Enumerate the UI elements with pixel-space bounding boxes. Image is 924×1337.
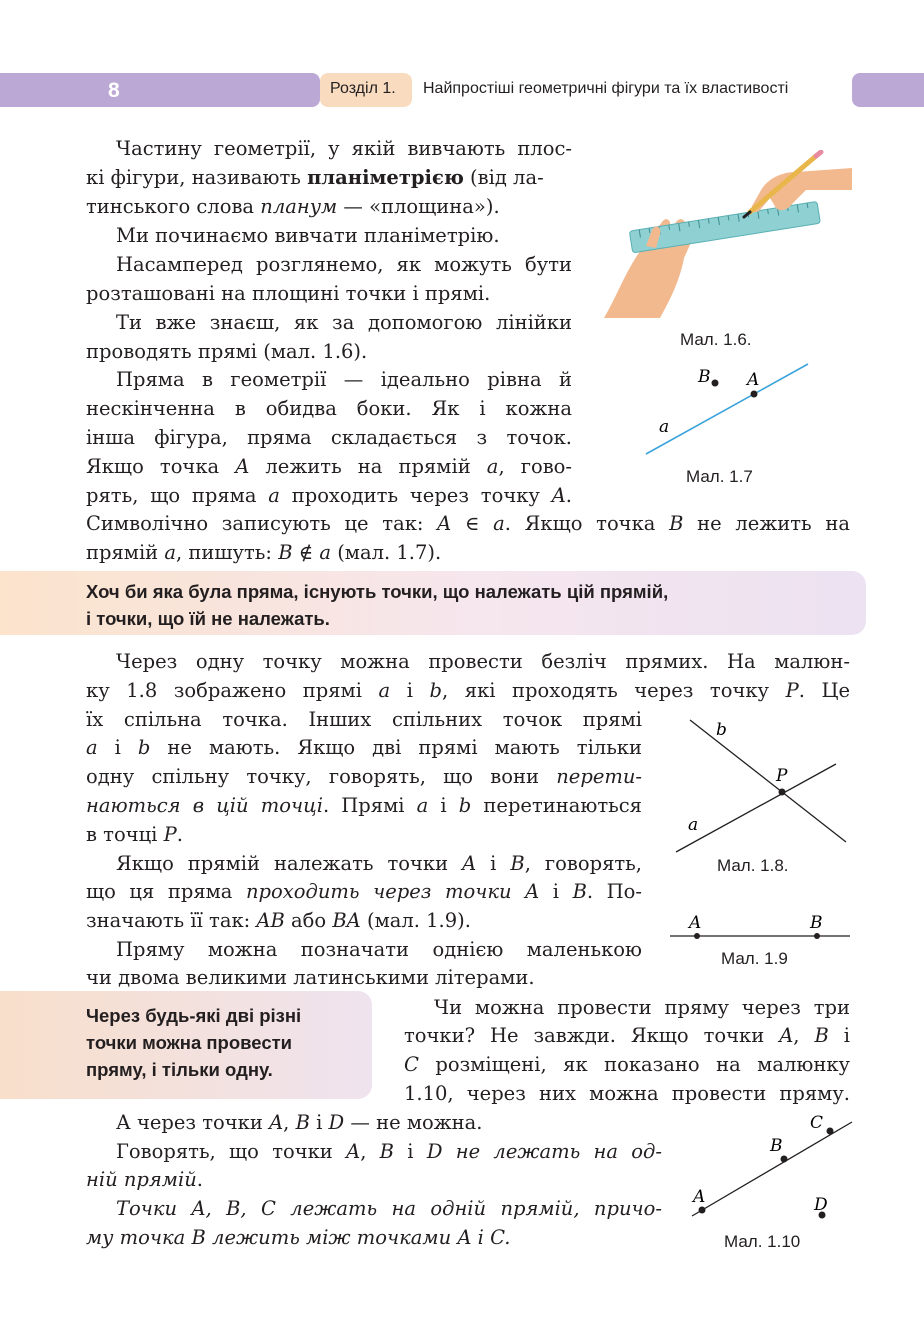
label-a: a [659, 417, 670, 437]
para7-line1: Якщо прямій належать точки A і B, говорять, [116, 852, 642, 875]
para10-line3: ній прямій. [86, 1168, 203, 1191]
point-P [779, 789, 786, 796]
figure-1-10 [686, 1108, 856, 1220]
para5-line3: інша фігура, пряма складається з точок. [86, 426, 572, 449]
para5-line1: Пряма в геометрії — ідеально рівна й [116, 368, 572, 391]
point-A [751, 391, 758, 398]
header-bar-left [0, 73, 320, 107]
rule2-line3: пряму, і тільки одну. [86, 1059, 273, 1080]
para1-line2: кі фігури, називають планіметрією (від ла- [86, 166, 544, 189]
para3-line2: розташовані на площині точки і прямі. [86, 282, 491, 305]
para5-line7: прямій a, пишуть: B ∉ a (мал. 1.7). [86, 541, 442, 564]
para3-line1: Насамперед розглянемо, як можуть бути [116, 253, 572, 276]
para6-line3: їх спільна точка. Інших спільних точок прямі [86, 708, 642, 731]
figure-1-7-caption: Мал. 1.7 [686, 467, 753, 486]
rule1-line2: і точки, що їй не належать. [86, 608, 330, 629]
figure-1-8 [670, 712, 850, 854]
line-a [646, 364, 808, 454]
rule2-line2: точки можна провести [86, 1032, 293, 1053]
label-B: B [698, 367, 711, 387]
figure-1-6-caption: Мал. 1.6. [680, 330, 752, 349]
para6-line5: одну спільну точку, говорять, що вони перети- [86, 765, 642, 788]
point-B [781, 1156, 788, 1163]
page-number: 8 [108, 79, 120, 102]
para8-line1: Пряму можна позначати однією маленькою [116, 938, 642, 961]
figure-1-6-ruler-illustration [600, 150, 852, 322]
line-a [676, 764, 836, 852]
para8-line2: чи двома великими латинськими літерами. [86, 966, 535, 989]
label-a: a [688, 815, 699, 835]
para4-line2: проводять прямі (мал. 1.6). [86, 340, 368, 363]
label-C: C [810, 1113, 824, 1133]
line-b [690, 720, 846, 842]
label-P: P [776, 766, 788, 786]
para9-line4: 1.10, через них можна провести пряму. [404, 1082, 850, 1105]
label-D: D [814, 1195, 828, 1215]
rule1-line1: Хоч би яка була пряма, існують точки, що належать цій прямій, [86, 581, 669, 602]
para2-line1: Ми починаємо вивчати планіметрію. [116, 224, 500, 247]
para7-line2: що ця пряма проходить через точки A і B. По- [86, 880, 643, 903]
chapter-label: Розділ 1. [330, 80, 396, 97]
chapter-title: Найпростіші геометричні фігури та їх властивості [423, 80, 789, 97]
para6-line1: Через одну точку можна провести безліч прямих. На малюн- [116, 650, 850, 673]
para9-line2: точки? Не завжди. Якщо точки A, B і [404, 1024, 851, 1047]
para5-line6: Символічно записують це так: A ∈ a. Якщо точка B не лежить на [86, 512, 850, 535]
point-B [712, 380, 719, 387]
para5-line5: рять, що пряма a проходить через точку A. [86, 484, 572, 507]
para6-line6: наються в цій точці. Прямі a і b перетинаються [86, 794, 642, 817]
para11-line1: Точки A, B, C лежать на одній прямій, причо- [116, 1197, 662, 1220]
para6-line4: a і b не мають. Якщо дві прямі мають тільки [86, 736, 642, 759]
para10-line1: А через точки A, B і D — не можна. [116, 1111, 483, 1134]
label-b: b [716, 720, 727, 740]
label-A: A [693, 1187, 706, 1207]
para5-line4: Якщо точка A лежить на прямій a, гово- [86, 455, 572, 478]
label-B: B [770, 1136, 783, 1156]
figure-1-8-caption: Мал. 1.8. [717, 856, 789, 875]
para9-line1: Чи можна провести пряму через три [434, 996, 850, 1019]
para9-line3: C розміщені, як показано на малюнку [404, 1053, 850, 1076]
header-bar-right [852, 73, 924, 107]
point-A [699, 1207, 706, 1214]
figure-1-10-caption: Мал. 1.10 [724, 1232, 801, 1251]
para6-line2: ку 1.8 зображено прямі a і b, які проходять через точку P. Це [86, 679, 851, 702]
figure-1-9-caption: Мал. 1.9 [721, 949, 788, 968]
para11-line2: му точка B лежить між точками A і C. [86, 1226, 511, 1249]
para5-line2: нескінченна в обидва боки. Як і кожна [86, 397, 572, 420]
label-A: A [689, 913, 702, 933]
label-A: A [747, 370, 760, 390]
rule2-line1: Через будь-які дві різні [86, 1005, 302, 1026]
figure-1-9 [670, 908, 852, 944]
point-B [814, 933, 820, 939]
pencil-eraser [816, 152, 821, 156]
para1-line3: тинського слова планум — «площина»). [86, 195, 500, 218]
para7-line3: значають її так: AB або BA (мал. 1.9). [86, 909, 471, 932]
para6-line7: в точці P. [86, 823, 183, 846]
para10-line2: Говорять, що точки A, B і D не лежать на од- [116, 1140, 662, 1163]
point-A [694, 933, 700, 939]
figure-1-7 [640, 360, 820, 460]
point-C [827, 1128, 834, 1135]
label-B: B [810, 913, 823, 933]
para1-line1: Частину геометрії, у якій вивчають плос- [116, 137, 572, 160]
para4-line1: Ти вже знаєш, як за допомогою лінійки [116, 311, 572, 334]
